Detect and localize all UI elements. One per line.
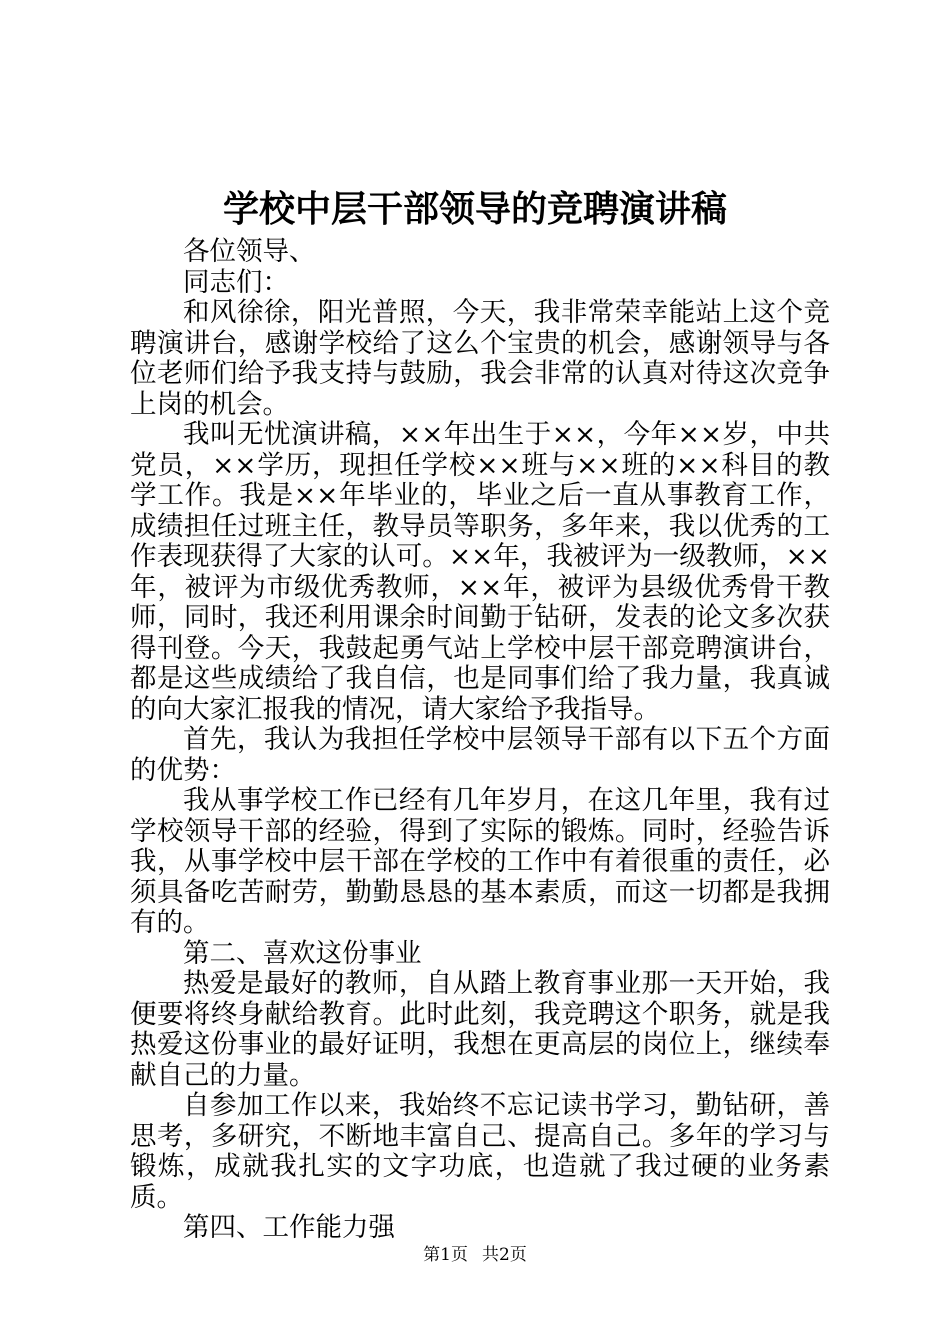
page-number: 第1页 <box>423 1245 468 1265</box>
salutation-line-2: 同志们： <box>183 266 289 298</box>
paragraph-2: 我叫无忧演讲稿，××年出生于××，今年××岁，中共党员，××学历，现担任学校××班与××班的××科目的教学工作。我是××年毕业的，毕业之后一直从事教育工作，成绩担任过班主任，教导员等职务，多年来，我以优秀的工作表现获得了大家的认可。××年，我被评为一级教师，××年，被评为市级优秀教师，××年，被评为县级优秀骨干教师，同时，我还利用课余时间勤于钻研，发表的论文多次获得刊登。今天，我鼓起勇气站上学校中层干部竞聘演讲台，都是这些成绩给了我自信，也是同事们给了我力量，我真诚的向大家汇报我的情况，请大家给予我指导。 <box>130 419 830 725</box>
paragraph-3: 首先，我认为我担任学校中层领导干部有以下五个方面的优势： <box>130 724 830 786</box>
paragraph-4: 我从事学校工作已经有几年岁月，在这几年里，我有过学校领导干部的经验，得到了实际的锻炼。同时，经验告诉我，从事学校中层干部在学校的工作中有着很重的责任，必须具备吃苦耐劳，勤勤恳恳的基本素质，而这一切都是我拥有的。 <box>130 785 830 938</box>
document-body <box>130 237 830 1244</box>
section-heading-2: 第二、喜欢这份事业 <box>183 937 422 969</box>
paragraph-6: 自参加工作以来，我始终不忘记读书学习，勤钻研，善思考，多研究，不断地丰富自己、提高自己。多年的学习与锻炼，成就我扎实的文字功底，也造就了我过硬的业务素质。 <box>130 1090 830 1213</box>
salutation-line-1: 各位领导、 <box>183 236 316 267</box>
section-heading-4: 第四、工作能力强 <box>183 1212 395 1243</box>
page-footer <box>0 1244 950 1266</box>
document-title: 学校中层干部领导的竞聘演讲稿 <box>222 188 727 230</box>
page-total: 共2页 <box>482 1245 527 1265</box>
paragraph-1: 和风徐徐，阳光普照，今天，我非常荣幸能站上这个竞聘演讲台，感谢学校给了这么个宝贵的机会，感谢领导与各位老师们给予我支持与鼓励，我会非常的认真对待这次竞争上岗的机会。 <box>130 297 830 420</box>
paragraph-5: 热爱是最好的教师，自从踏上教育事业那一天开始，我便要将终身献给教育。此时此刻，我竞聘这个职务，就是我热爱这份事业的最好证明，我想在更高层的岗位上，继续奉献自己的力量。 <box>130 968 830 1091</box>
